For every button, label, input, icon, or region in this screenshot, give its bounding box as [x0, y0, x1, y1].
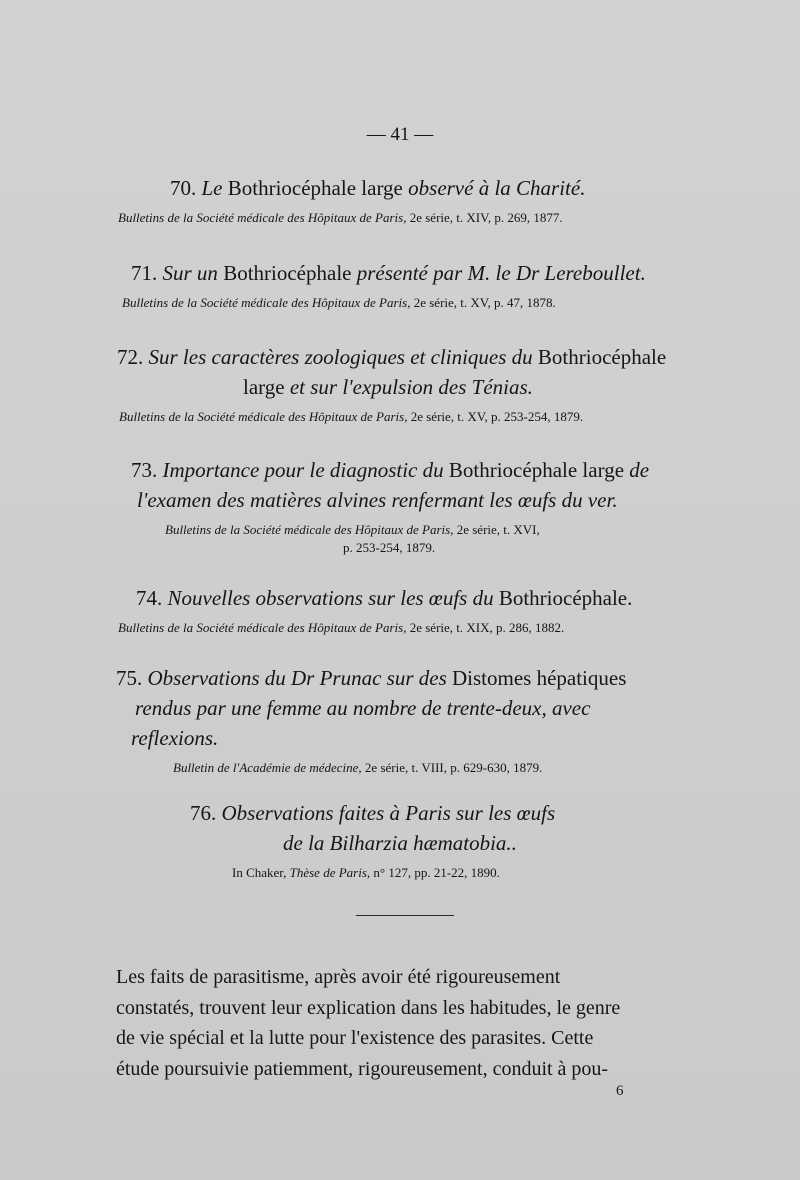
- text-run: observé à la Charité.: [408, 176, 586, 200]
- bibliography-entry-71: [0, 258, 800, 312]
- text-run: 2e série, t. XV, p. 47, 1878.: [410, 295, 556, 310]
- text-run: reflexions.: [131, 726, 219, 750]
- text-run: Bothriocéphale: [217, 261, 357, 285]
- entry-citation-line: [0, 619, 800, 637]
- text-run: et sur l'expulsion des Ténias.: [289, 375, 533, 399]
- bibliography-entry-75: [0, 663, 800, 777]
- entry-citation-line: [0, 294, 800, 312]
- bibliography-entry-72: [0, 342, 800, 426]
- entry-title-line: [0, 828, 800, 858]
- text-run: Distomes hépatiques: [446, 666, 627, 690]
- paragraph-line: Les faits de parasitisme, après avoir été rigoureusement: [116, 966, 561, 988]
- section-divider: [356, 915, 454, 916]
- text-run: Sur un: [162, 261, 218, 285]
- paragraph-line: étude poursuivie patiemment, rigoureusement, conduit à pou-: [116, 1057, 609, 1080]
- text-run: 2e série, t. VIII, p. 629-630, 1879.: [361, 760, 543, 775]
- signature-mark: 6: [616, 1083, 624, 1099]
- text-run: Bulletins de la Société médicale des Hôpitaux de Paris,: [122, 295, 411, 310]
- entry-title-line: [0, 173, 800, 203]
- entry-title-line: [0, 663, 800, 693]
- entry-title-line: [0, 583, 800, 613]
- text-run: In Chaker,: [232, 865, 290, 880]
- text-run: Thèse de Paris,: [289, 865, 371, 880]
- entry-title-line: [0, 372, 800, 402]
- entry-number: 70.: [170, 176, 197, 200]
- bibliography-entry-76: [0, 798, 800, 882]
- text-run: large: [243, 375, 290, 399]
- entry-number: 74.: [136, 586, 163, 610]
- entry-title-line: [0, 455, 800, 485]
- text-run: Bothriocéphale large: [222, 176, 409, 200]
- text-run: Nouvelles observations sur les œufs du: [167, 586, 494, 610]
- text-run: n° 127, pp. 21-22, 1890.: [370, 865, 500, 880]
- text-run: Observations du Dr Prunac sur des: [147, 666, 447, 690]
- text-run: rendus par une femme au nombre de trente-deux, avec: [135, 696, 591, 720]
- entry-number: 75.: [116, 666, 143, 690]
- entry-citation-line: [0, 539, 800, 557]
- text-run: 2e série, t. XIX, p. 286, 1882.: [406, 620, 565, 635]
- entry-citation-line: [0, 408, 800, 426]
- entry-citation-line: [0, 864, 800, 882]
- page-number: — 41 —: [366, 124, 434, 145]
- text-run: 2e série, t. XIV, p. 269, 1877.: [406, 210, 563, 225]
- bibliography-entry-70: [0, 173, 800, 227]
- text-run: 2e série, t. XV, p. 253-254, 1879.: [407, 409, 584, 424]
- entry-title-line: [0, 485, 800, 515]
- text-run: 2e série, t. XVI,: [453, 522, 540, 537]
- text-run: Bulletins de la Société médicale des Hôpitaux de Paris,: [118, 210, 407, 225]
- entry-title-line: [0, 693, 800, 723]
- text-run: Sur les caractères zoologiques et cliniques du: [148, 345, 533, 369]
- entry-title-line: [0, 258, 800, 288]
- body-paragraph: [116, 962, 686, 1084]
- text-run: Bothriocéphale large: [443, 458, 630, 482]
- bibliography-entry-73: [0, 455, 800, 557]
- entry-citation-line: [0, 759, 800, 777]
- text-run: l'examen des matières alvines renfermant les œufs du ver.: [137, 488, 618, 512]
- text-run: Bulletin de l'Académie de médecine,: [173, 760, 362, 775]
- entry-number: 76.: [190, 801, 217, 825]
- entry-citation-line: [0, 209, 800, 227]
- text-run: de: [629, 458, 650, 482]
- bibliography-entry-74: [0, 583, 800, 637]
- entry-number: 71.: [131, 261, 158, 285]
- text-run: Bulletins de la Société médicale des Hôpitaux de Paris,: [165, 522, 454, 537]
- paragraph-line: de vie spécial et la lutte pour l'existence des parasites. Cette: [116, 1027, 594, 1049]
- paragraph-line: constatés, trouvent leur explication dans les habitudes, le genre: [116, 996, 621, 1019]
- text-run: de la Bilharzia hæmatobia..: [283, 831, 517, 855]
- text-run: Observations faites à Paris sur les œufs: [221, 801, 556, 825]
- text-run: Importance pour le diagnostic du: [162, 458, 444, 482]
- entry-title-line: [0, 342, 800, 372]
- entry-number: 72.: [117, 345, 144, 369]
- text-run: Bulletins de la Société médicale des Hôpitaux de Paris,: [119, 409, 408, 424]
- entry-citation-line: [0, 521, 800, 539]
- text-run: Le: [201, 176, 223, 200]
- text-run: Bulletins de la Société médicale des Hôpitaux de Paris,: [118, 620, 407, 635]
- text-run: Bothriocéphale: [532, 345, 667, 369]
- text-run: Bothriocéphale.: [493, 586, 633, 610]
- text-run: p. 253-254, 1879.: [343, 540, 436, 555]
- entry-number: 73.: [131, 458, 158, 482]
- entry-title-line: [0, 723, 800, 753]
- entry-title-line: [0, 798, 800, 828]
- text-run: présenté par M. le Dr Lereboullet.: [356, 261, 646, 285]
